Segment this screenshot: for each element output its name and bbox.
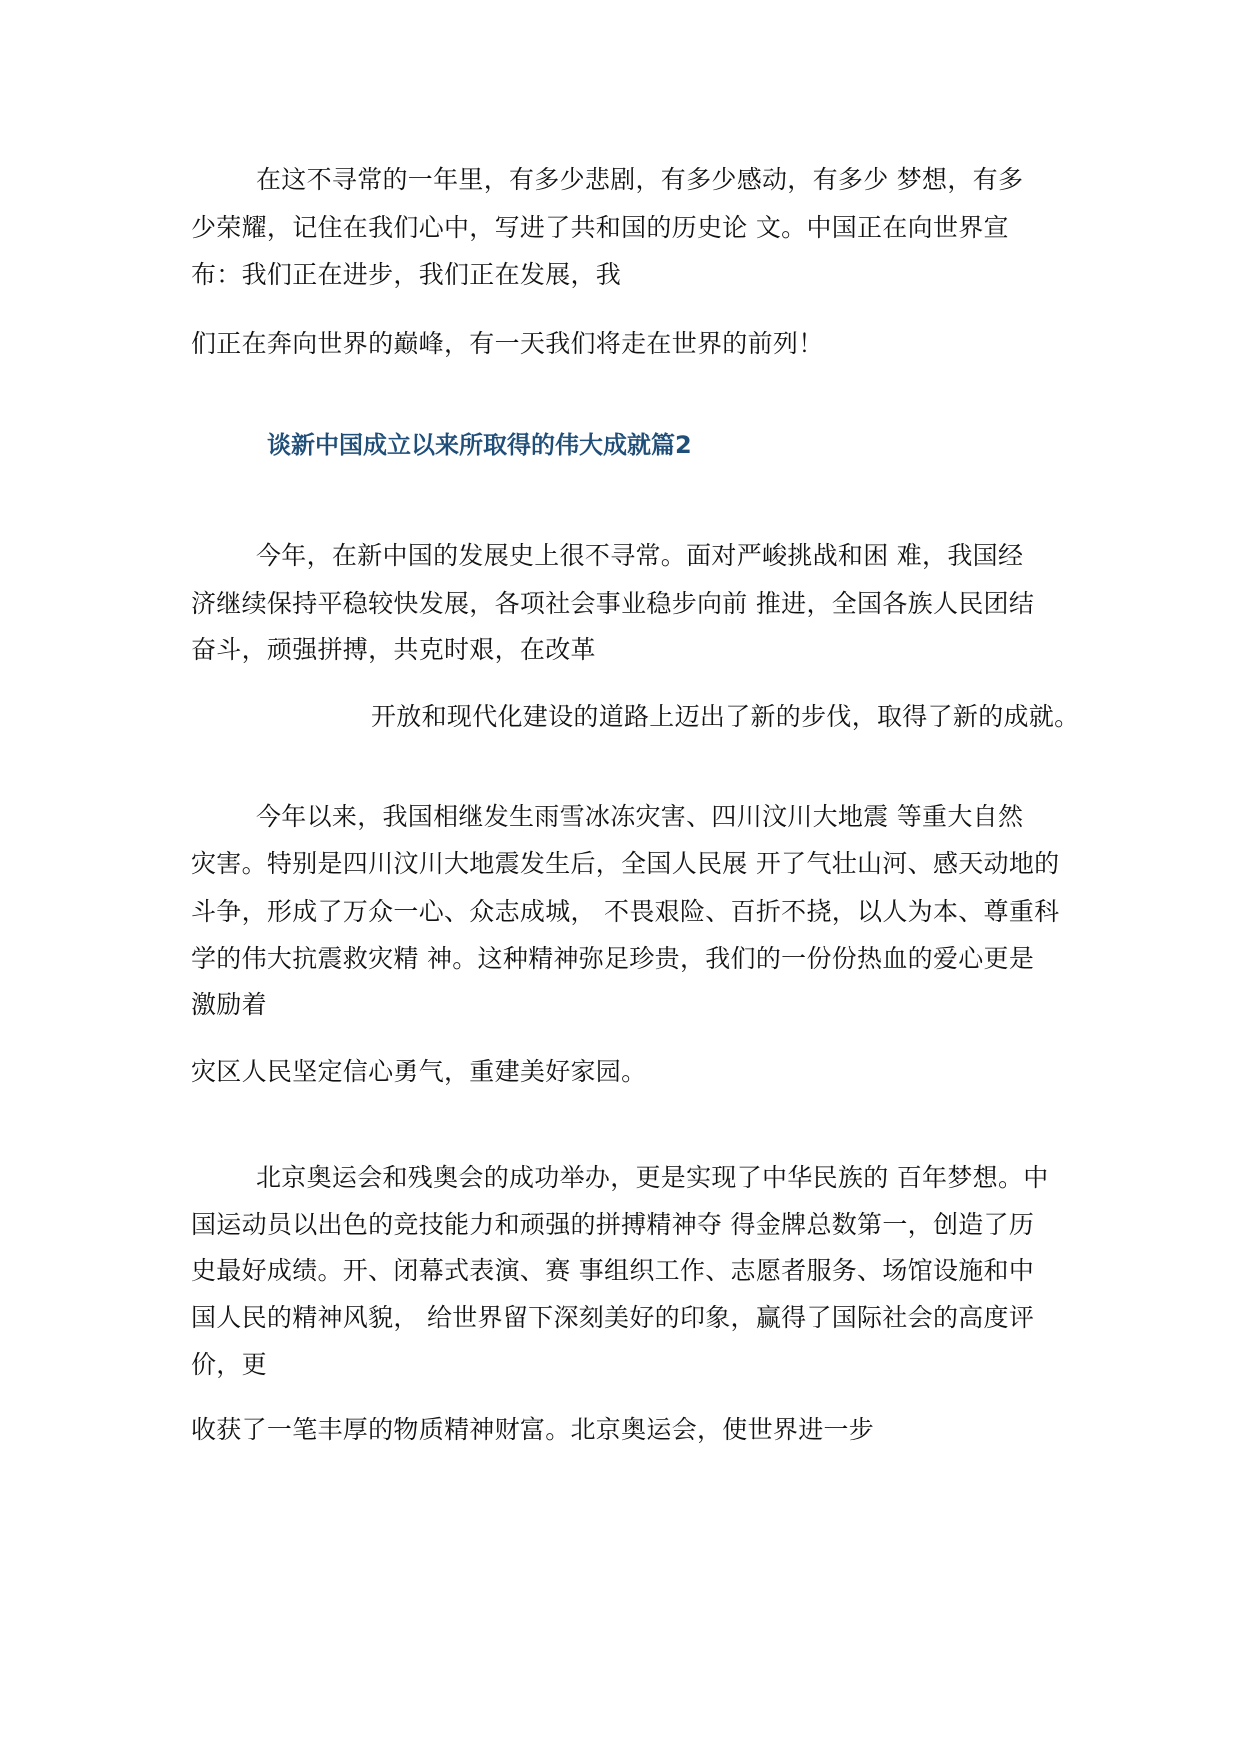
paragraph-4-line-4: 国人民的精神风貌， 给世界留下深刻美好的印象，赢得了国际社会的高度评: [191, 1303, 1035, 1332]
paragraph-1-continuation: 们正在奔向世界的巅峰，有一天我们将走在世界的前列！: [191, 329, 824, 358]
paragraph-4-continuation: 收获了一笔丰厚的物质精神财富。北京奥运会，使世界进一步: [191, 1415, 875, 1444]
paragraph-3-line-4: 学的伟大抗震救灾精 神。这种精神弥足珍贵，我们的一份份热血的爱心更是: [191, 944, 1035, 973]
paragraph-4-line-2: 国运动员以出色的竞技能力和顽强的拼搏精神夺 得金牌总数第一，创造了历: [191, 1210, 1035, 1239]
paragraph-4-line-3: 史最好成绩。开、闭幕式表演、赛 事组织工作、志愿者服务、场馆设施和中: [191, 1256, 1035, 1285]
paragraph-1-line-3: 布：我们正在进步，我们正在发展，我: [191, 260, 622, 289]
section-heading: 谈新中国成立以来所取得的伟大成就篇2: [267, 431, 692, 459]
paragraph-4-line-1: 北京奥运会和残奥会的成功举办，更是实现了中华民族的 百年梦想。中: [256, 1163, 1049, 1192]
paragraph-2-continuation: 开放和现代化建设的道路上迈出了新的步伐，取得了新的成就。: [371, 702, 1080, 731]
paragraph-3-line-2: 灾害。特别是四川汶川大地震发生后，全国人民展 开了气壮山河、感天动地的: [191, 849, 1060, 878]
paragraph-1-line-2: 少荣耀，记住在我们心中，写进了共和国的历史论 文。中国正在向世界宣: [191, 213, 1009, 242]
paragraph-3-line-3: 斗争，形成了万众一心、众志成城， 不畏艰险、百折不挠，以人为本、尊重科: [191, 897, 1060, 926]
paragraph-3-continuation: 灾区人民坚定信心勇气，重建美好家园。: [191, 1057, 647, 1086]
paragraph-3-line-1: 今年以来，我国相继发生雨雪冰冻灾害、四川汶川大地震 等重大自然: [256, 802, 1024, 831]
paragraph-2-line-2: 济继续保持平稳较快发展，各项社会事业稳步向前 推进，全国各族人民团结: [191, 589, 1035, 618]
paragraph-3-line-5: 激励着: [191, 990, 267, 1019]
paragraph-1-line-1: 在这不寻常的一年里，有多少悲剧，有多少感动，有多少 梦想，有多: [256, 165, 1024, 194]
paragraph-4-line-5: 价，更: [191, 1350, 267, 1379]
paragraph-2-line-3: 奋斗，顽强拼搏，共克时艰，在改革: [191, 635, 596, 664]
paragraph-2-line-1: 今年，在新中国的发展史上很不寻常。面对严峻挑战和困 难，我国经: [256, 541, 1024, 570]
